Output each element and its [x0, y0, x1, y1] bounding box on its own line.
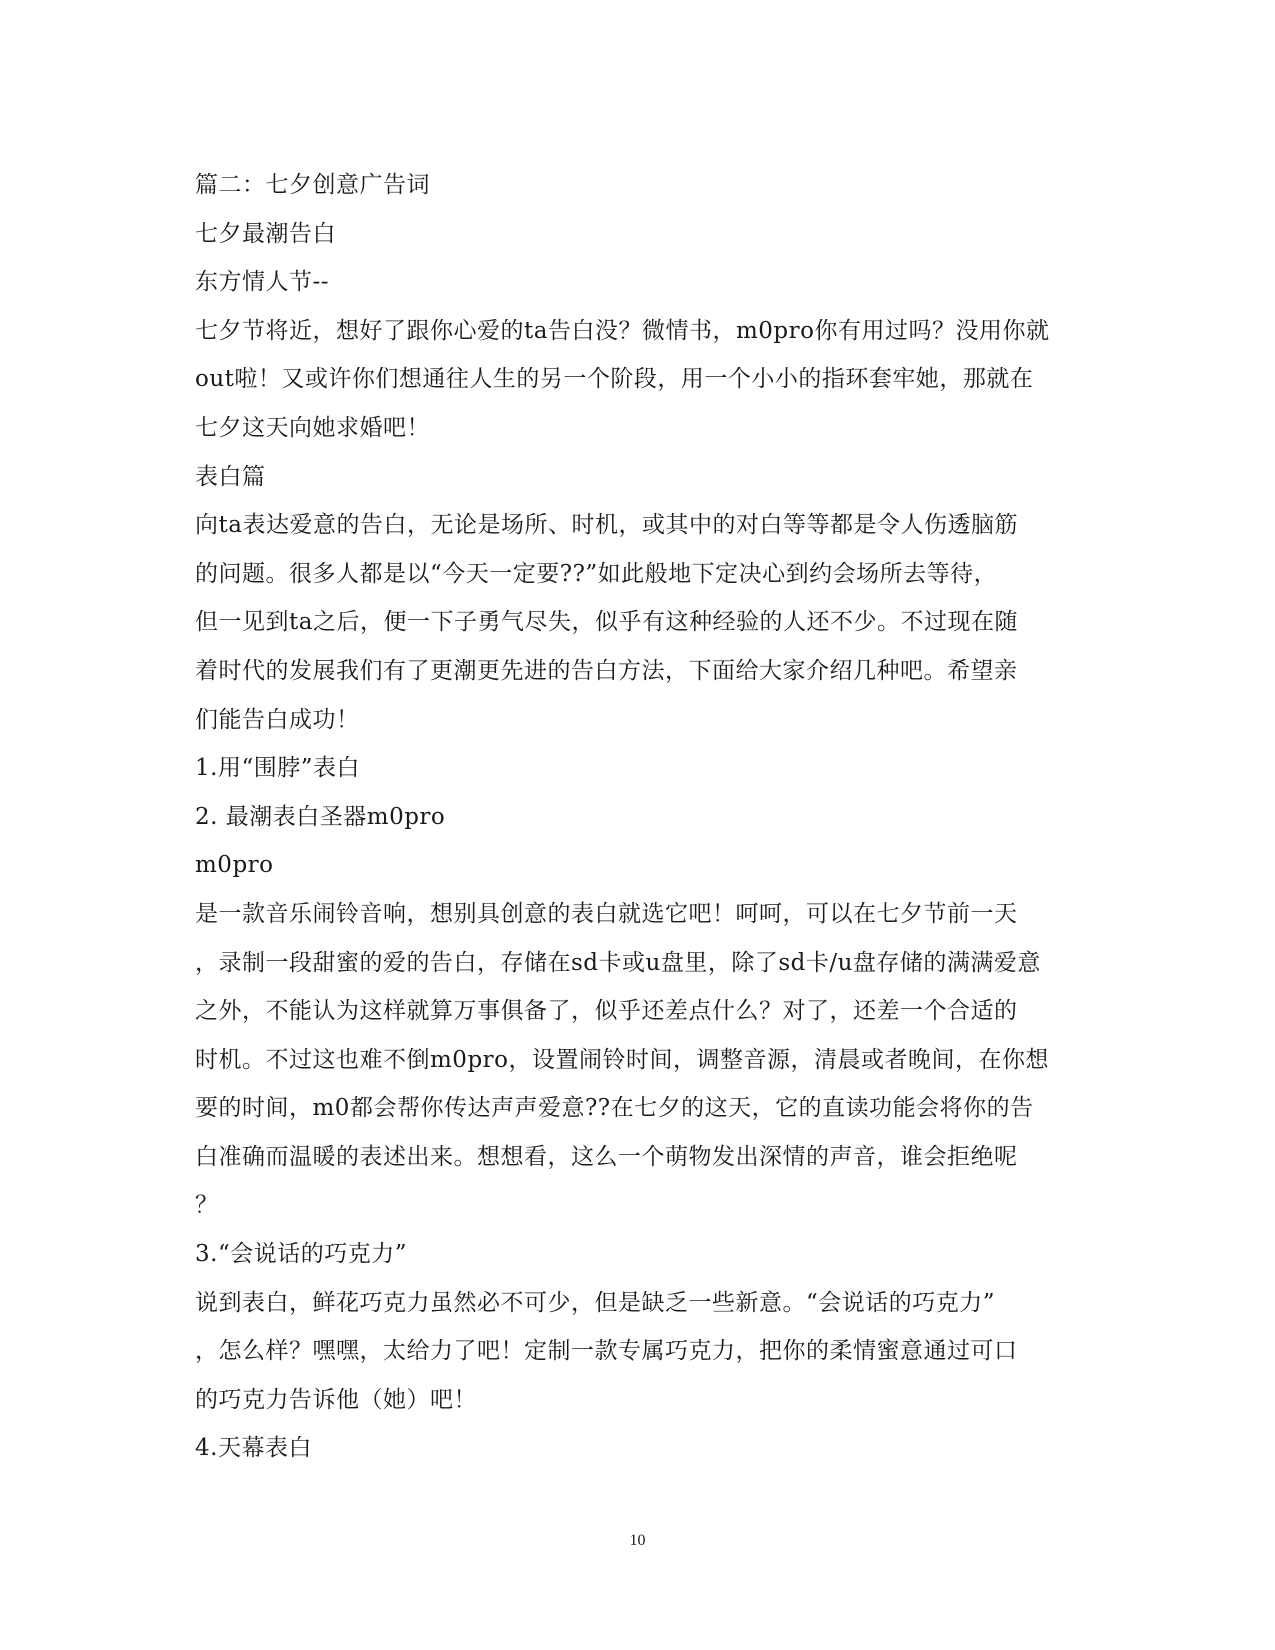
document-body: [195, 161, 1075, 1473]
text-line: 要的时间，m0都会帮你传达声声爱意??在七夕的这天，它的直读功能会将你的告: [195, 1095, 1034, 1122]
text-line: ，录制一段甜蜜的爱的告白，存储在sd卡或u盘里，除了sd卡/u盘存储的满满爱意: [195, 949, 1041, 976]
text-line: 七夕节将近，想好了跟你心爱的ta告白没？微情书，m0pro你有用过吗？没用你就: [195, 317, 1050, 344]
list-item: 4.天幕表白: [195, 1435, 312, 1462]
text-line: 的问题。很多人都是以“今天一定要??”如此般地下定决心到约会场所去等待，: [195, 560, 998, 587]
text-line: 但一见到ta之后，便一下子勇气尽失，似乎有这种经验的人还不少。不过现在随: [195, 609, 1018, 636]
text-line: 时机。不过这也难不倒m0pro，设置闹铃时间，调整音源，清晨或者晚间，在你想: [195, 1046, 1050, 1073]
list-item: 1.用“围脖”表白: [195, 755, 360, 782]
text-line: 的巧克力告诉他（她）吧！: [195, 1386, 477, 1413]
text-line: 之外，不能认为这样就算万事俱备了，似乎还差点什么？对了，还差一个合适的: [195, 998, 1018, 1025]
text-line: 说到表白，鲜花巧克力虽然必不可少，但是缺乏一些新意。“会说话的巧克力”: [195, 1289, 996, 1316]
text-line: 七夕这天向她求婚吧！: [195, 414, 430, 441]
list-item: 3.“会说话的巧克力”: [195, 1241, 407, 1268]
page-number: 10: [629, 1532, 646, 1549]
text-line: 东方情人节--: [195, 269, 330, 296]
text-line: 七夕最潮告白: [195, 220, 336, 247]
text-line: ，怎么样？嘿嘿，太给力了吧！定制一款专属巧克力，把你的柔情蜜意通过可口: [195, 1338, 1018, 1365]
subheading: 表白篇: [195, 463, 266, 490]
text-line: out啦！又或许你们想通往人生的另一个阶段，用一个小小的指环套牢她，那就在: [195, 366, 1034, 393]
list-item: 2. 最潮表白圣器m0pro: [195, 803, 446, 830]
text-line: ？: [195, 1192, 219, 1219]
text-line: 向ta表达爱意的告白，无论是场所、时机，或其中的对白等等都是令人伤透脑筋: [195, 512, 1018, 539]
text-line: 着时代的发展我们有了更潮更先进的告白方法，下面给大家介绍几种吧。希望亲: [195, 657, 1018, 684]
section-heading: 篇二：七夕创意广告词: [195, 172, 430, 198]
text-line: m0pro: [195, 852, 274, 879]
text-line: 是一款音乐闹铃音响，想别具创意的表白就选它吧！呵呵，可以在七夕节前一天: [195, 900, 1018, 927]
text-line: 白准确而温暖的表述出来。想想看，这么一个萌物发出深情的声音，谁会拒绝呢: [195, 1143, 1018, 1170]
text-line: 们能告白成功！: [195, 706, 360, 733]
